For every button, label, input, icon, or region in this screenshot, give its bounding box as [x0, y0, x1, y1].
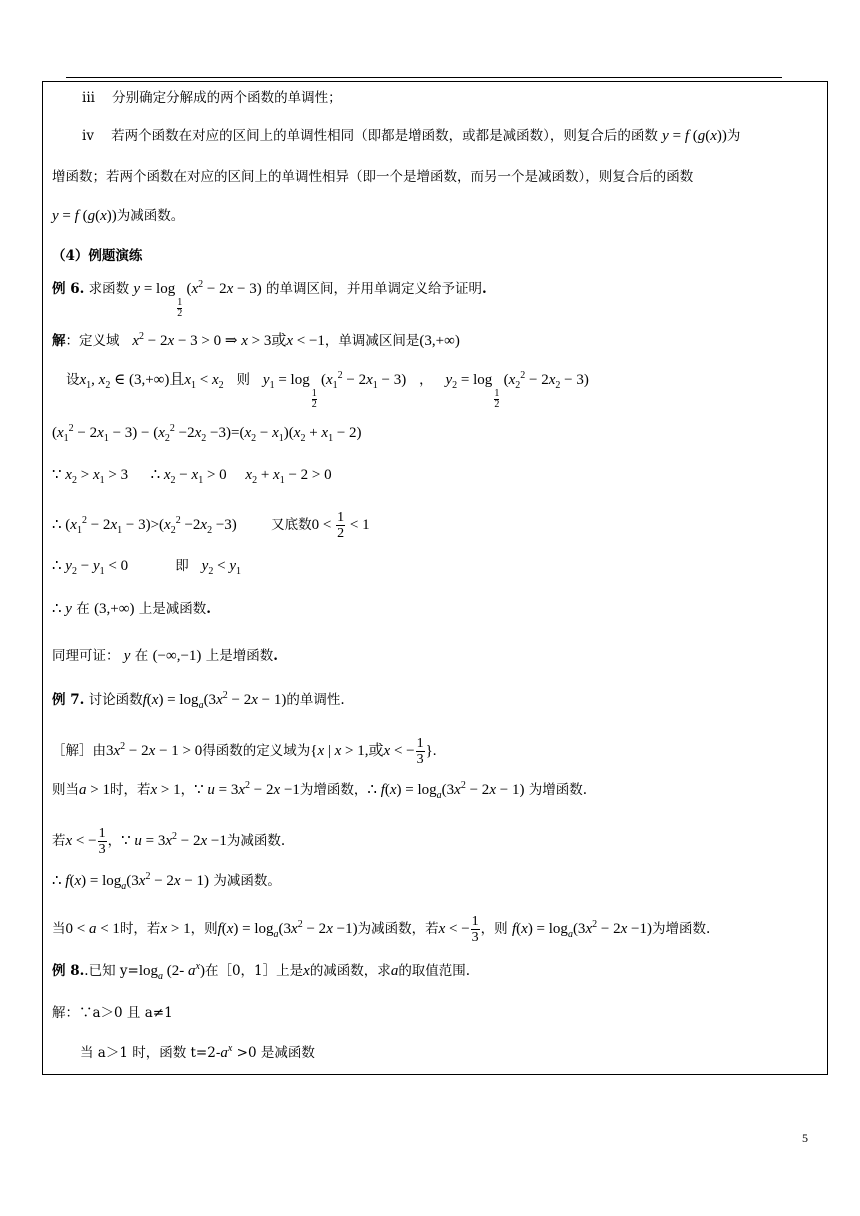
page-number: 5: [802, 1131, 808, 1145]
header-rule: [66, 77, 782, 78]
step-iv: iv 若两个函数在对应的区间上的单调性相同（即都是增函数，或都是减函数），则复合后的函数 y = f (g(x))为: [82, 128, 741, 144]
step-iii: iii 分别确定分解成的两个函数的单调性；: [82, 90, 342, 106]
solution-domain: 解：定义域 $x^2 - 2x - 3 > 0$ ⇒ x > 3或x < −1，单调减区间是(3,+∞): [52, 331, 460, 349]
solution-conclusion-2: 同理可证： y 在 (−∞,−1) 上是增函数.: [52, 648, 278, 664]
example-7: 例 7. 讨论函数$f(x) = \log_a(3x^2 - 2x - 1)$的单调性.: [52, 690, 345, 711]
solution-because: ∵ $x_2 > x_1 > 3$ ∴ $x_2 - x_1 > 0$ $x_2 + x_1 - 2 > 0$: [52, 467, 332, 486]
solution-let: 设$x_1$, $x_2$ ∈ (3,+∞)且$x_1 < x_2$ 则 $y_1 = \log$ 1 2 $(x_1^2 - 2x_1 - 3)$ ， $y_2 = \log$ 1 2 $(x_2^2 - 2x_2 - 3)$: [66, 370, 589, 410]
example-7-case-1: 则当a > 1时，若x > 1，∵ $u = 3x^2 - 2x -1$为增函数，∴ $f(x) = \log_a(3x^2 - 2x - 1)$ 为增函数.: [52, 780, 588, 801]
solution-diff: $(x_1^2 - 2x_1 - 3) - (x_2^2 -2x_2 -3)=(x_2 - x_1)(x_2 + x_1 - 2)$: [52, 423, 362, 444]
example-7-domain: ［解］由$3x^2 - 2x - 1 > 0$得函数的定义域为{x | x > 1,或x < − $\frac{1}{3}$ }.: [52, 736, 437, 767]
step-iv-line3: y = f (g(x))为减函数。: [52, 208, 185, 224]
example-7-case-2: 若x < − $\frac{1}{3}$ ，∵ $u = 3x^2 - 2x -1$为减函数.: [52, 826, 286, 857]
example-7-case-4: 当0 < a < 1时，若x > 1，则$f(x) = \log_a(3x^2 - 2x -1)$为减函数，若x < − $\frac{1}{3}$ ，则 $f(x) = \log_a(3x^2 - 2x -1)$为增函数.: [52, 914, 711, 945]
example-7-case-3: ∴ $f(x) = \log_a(3x^2 - 2x - 1)$ 为减函数。: [52, 871, 281, 892]
step-iv-line2: 增函数；若两个函数在对应的区间上的单调性相异（即一个是增函数，而另一个是减函数），则复合后的函数: [52, 169, 694, 185]
example-8-solution: 解：∵a＞0 且 a≠1: [52, 1005, 173, 1021]
solution-compare: ∴ $(x_1^2 - 2x_1 - 3)>(x_2^2 -2x_2 -3)$ 又底数0 < $\frac{1}{2}$ < 1: [52, 510, 370, 541]
example-6: 例 6. 求函数 y = log 1 2 $(x^2 - 2x - 3)$ 的单调区间，并用单调定义给予证明.: [52, 279, 487, 319]
example-8: 例 8..已知 $y=\log_a$ (2- $a^x$)在［0，1］上是x的减函数，求a的取值范围.: [52, 961, 471, 982]
example-8-case: 当 a＞1 时，函数 $t=2-a^x >0$ 是减函数: [80, 1043, 315, 1061]
section-title: （4）例题演练: [52, 248, 143, 264]
solution-conclusion-1: ∴ y 在 (3,+∞) 上是减函数.: [52, 601, 211, 617]
solution-y-diff: ∴ $y_2 - y_1 < 0$ 即 $y_2 < y_1$: [52, 558, 241, 577]
